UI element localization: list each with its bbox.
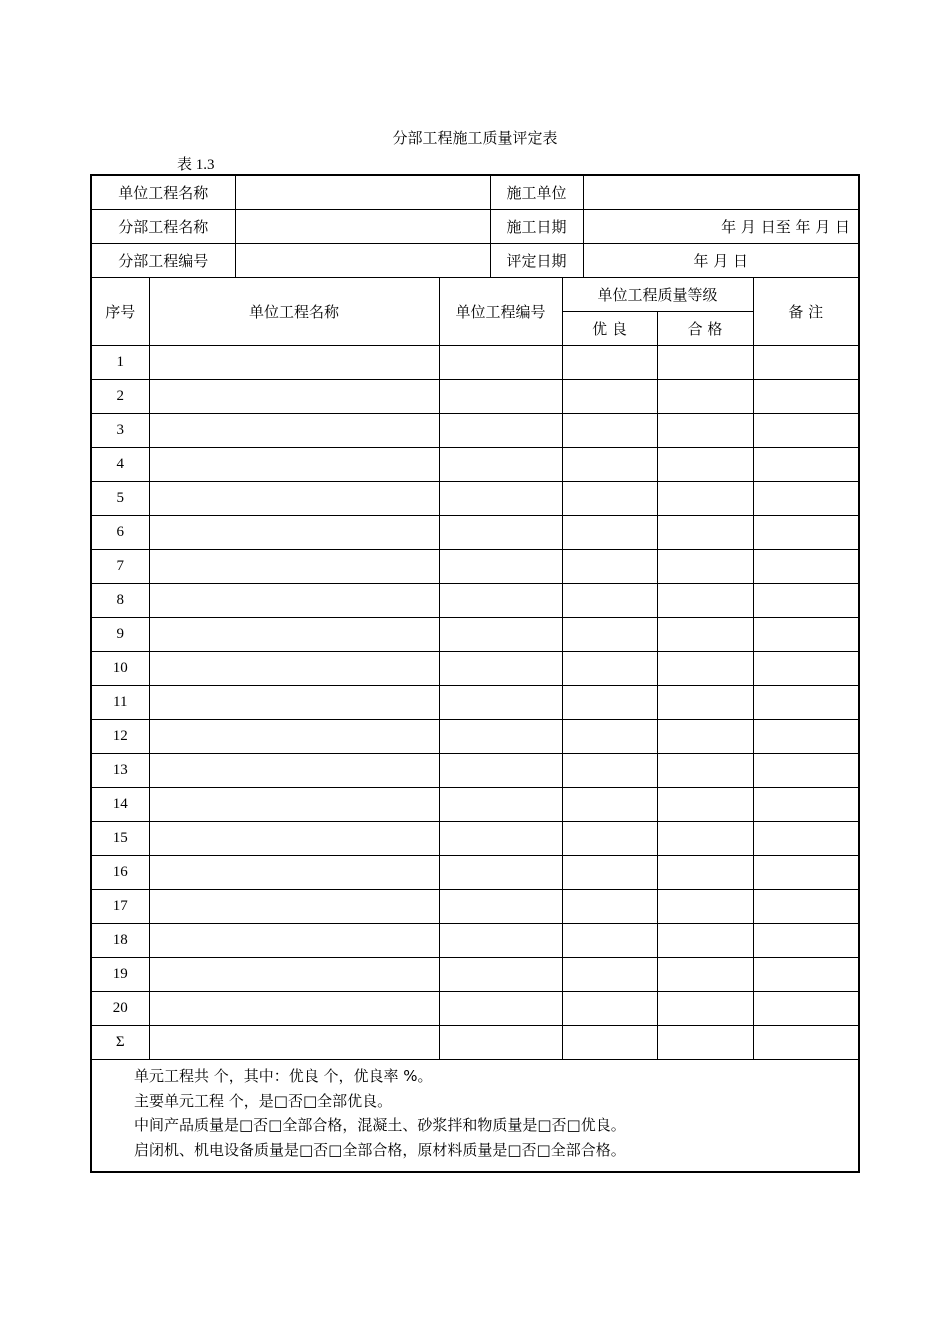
- row-number: 20: [92, 992, 149, 1026]
- row-name-cell[interactable]: [149, 550, 439, 584]
- row-qualified-cell[interactable]: [657, 1026, 753, 1060]
- row-code-cell[interactable]: [439, 958, 562, 992]
- table-row: [92, 652, 858, 686]
- row-remark-cell[interactable]: [753, 346, 858, 380]
- info-row: [92, 244, 858, 278]
- row-code-cell[interactable]: [439, 516, 562, 550]
- header-qualified: 合 格: [657, 312, 753, 346]
- row-number: 14: [92, 788, 149, 822]
- row-qualified-cell[interactable]: [657, 652, 753, 686]
- info-label: 施工日期: [490, 210, 583, 244]
- row-number: 11: [92, 686, 149, 720]
- row-excellent-cell[interactable]: [562, 380, 657, 414]
- table-row: [92, 482, 858, 516]
- row-code-cell[interactable]: [439, 652, 562, 686]
- division-project-code-field[interactable]: [235, 244, 490, 278]
- row-code-cell[interactable]: [439, 550, 562, 584]
- row-code-cell[interactable]: [439, 346, 562, 380]
- row-qualified-cell[interactable]: [657, 958, 753, 992]
- row-excellent-cell[interactable]: [562, 958, 657, 992]
- table-row: [92, 618, 858, 652]
- header-seq: 序号: [92, 278, 149, 346]
- row-qualified-cell[interactable]: [657, 720, 753, 754]
- row-excellent-cell[interactable]: [562, 618, 657, 652]
- row-qualified-cell[interactable]: [657, 686, 753, 720]
- row-remark-cell[interactable]: [753, 414, 858, 448]
- table-number: 表 1.3: [177, 157, 215, 173]
- row-excellent-cell[interactable]: [562, 720, 657, 754]
- row-excellent-cell[interactable]: [562, 890, 657, 924]
- row-name-cell[interactable]: [149, 754, 439, 788]
- row-remark-cell[interactable]: [753, 788, 858, 822]
- row-name-cell[interactable]: [149, 924, 439, 958]
- row-number: 8: [92, 584, 149, 618]
- table-row: [92, 686, 858, 720]
- info-label: 施工单位: [490, 176, 583, 210]
- row-number: 12: [92, 720, 149, 754]
- row-code-cell[interactable]: [439, 890, 562, 924]
- row-excellent-cell[interactable]: [562, 754, 657, 788]
- row-number: 7: [92, 550, 149, 584]
- header-name: 单位工程名称: [149, 278, 439, 346]
- construction-unit-field[interactable]: [583, 176, 858, 210]
- row-remark-cell[interactable]: [753, 448, 858, 482]
- row-name-cell[interactable]: [149, 618, 439, 652]
- row-name-cell[interactable]: [149, 1026, 439, 1060]
- row-remark-cell[interactable]: [753, 1026, 858, 1060]
- row-name-cell[interactable]: [149, 720, 439, 754]
- row-number: 6: [92, 516, 149, 550]
- row-name-cell[interactable]: [149, 482, 439, 516]
- row-remark-cell[interactable]: [753, 958, 858, 992]
- info-label: 分部工程编号: [92, 244, 235, 278]
- row-qualified-cell[interactable]: [657, 822, 753, 856]
- row-qualified-cell[interactable]: [657, 448, 753, 482]
- row-remark-cell[interactable]: [753, 754, 858, 788]
- row-name-cell[interactable]: [149, 958, 439, 992]
- info-row: [92, 210, 858, 244]
- header-row: [92, 278, 858, 312]
- table-row: [92, 1026, 858, 1060]
- row-code-cell[interactable]: [439, 686, 562, 720]
- header-remark: 备 注: [753, 278, 858, 346]
- main-table: [92, 277, 858, 1060]
- row-number: 4: [92, 448, 149, 482]
- row-remark-cell[interactable]: [753, 890, 858, 924]
- header-grade: 单位工程质量等级: [562, 278, 753, 312]
- row-name-cell[interactable]: [149, 686, 439, 720]
- row-qualified-cell[interactable]: [657, 856, 753, 890]
- row-code-cell[interactable]: [439, 754, 562, 788]
- table-row: [92, 754, 858, 788]
- row-code-cell[interactable]: [439, 482, 562, 516]
- division-project-name-field[interactable]: [235, 210, 490, 244]
- evaluation-date-field[interactable]: 年 月 日: [583, 244, 858, 278]
- row-excellent-cell[interactable]: [562, 346, 657, 380]
- unit-project-name-field[interactable]: [235, 176, 490, 210]
- row-excellent-cell[interactable]: [562, 448, 657, 482]
- row-number: 5: [92, 482, 149, 516]
- table-row: [92, 958, 858, 992]
- row-qualified-cell[interactable]: [657, 584, 753, 618]
- table-row: [92, 856, 858, 890]
- row-remark-cell[interactable]: [753, 992, 858, 1026]
- row-remark-cell[interactable]: [753, 584, 858, 618]
- row-code-cell[interactable]: [439, 448, 562, 482]
- info-row: [92, 176, 858, 210]
- evaluation-form: [90, 174, 860, 1173]
- row-number: 3: [92, 414, 149, 448]
- row-qualified-cell[interactable]: [657, 414, 753, 448]
- row-code-cell[interactable]: [439, 584, 562, 618]
- table-row: [92, 550, 858, 584]
- row-code-cell[interactable]: [439, 1026, 562, 1060]
- row-excellent-cell[interactable]: [562, 1026, 657, 1060]
- row-code-cell[interactable]: [439, 720, 562, 754]
- row-qualified-cell[interactable]: [657, 924, 753, 958]
- row-code-cell[interactable]: [439, 788, 562, 822]
- row-number: 10: [92, 652, 149, 686]
- row-name-cell[interactable]: [149, 822, 439, 856]
- table-row: [92, 448, 858, 482]
- table-row: [92, 414, 858, 448]
- row-qualified-cell[interactable]: [657, 754, 753, 788]
- row-remark-cell[interactable]: [753, 720, 858, 754]
- row-remark-cell[interactable]: [753, 856, 858, 890]
- info-label: 评定日期: [490, 244, 583, 278]
- note-line: 主要单元工程 个，是□否□全部优良。: [134, 1091, 393, 1110]
- row-code-cell[interactable]: [439, 380, 562, 414]
- row-remark-cell[interactable]: [753, 652, 858, 686]
- row-excellent-cell[interactable]: [562, 414, 657, 448]
- row-qualified-cell[interactable]: [657, 346, 753, 380]
- row-excellent-cell[interactable]: [562, 856, 657, 890]
- row-code-cell[interactable]: [439, 856, 562, 890]
- row-name-cell[interactable]: [149, 890, 439, 924]
- info-label: 单位工程名称: [92, 176, 235, 210]
- row-remark-cell[interactable]: [753, 516, 858, 550]
- table-row: [92, 720, 858, 754]
- table-row: [92, 584, 858, 618]
- table-row: [92, 346, 858, 380]
- table-row: [92, 822, 858, 856]
- form-title: 分部工程施工质量评定表: [392, 129, 558, 147]
- notes-section: [134, 1064, 626, 1162]
- row-name-cell[interactable]: [149, 346, 439, 380]
- row-qualified-cell[interactable]: [657, 380, 753, 414]
- row-excellent-cell[interactable]: [562, 992, 657, 1026]
- row-qualified-cell[interactable]: [657, 618, 753, 652]
- row-remark-cell[interactable]: [753, 686, 858, 720]
- row-number: 19: [92, 958, 149, 992]
- row-remark-cell[interactable]: [753, 482, 858, 516]
- table-row: [92, 516, 858, 550]
- row-number: 1: [92, 346, 149, 380]
- row-qualified-cell[interactable]: [657, 516, 753, 550]
- row-qualified-cell[interactable]: [657, 482, 753, 516]
- row-number: 15: [92, 822, 149, 856]
- row-name-cell[interactable]: [149, 448, 439, 482]
- row-excellent-cell[interactable]: [562, 550, 657, 584]
- row-remark-cell[interactable]: [753, 380, 858, 414]
- row-excellent-cell[interactable]: [562, 686, 657, 720]
- header-excellent: 优 良: [562, 312, 657, 346]
- table-row: [92, 992, 858, 1026]
- row-number: 17: [92, 890, 149, 924]
- note-line: 单元工程共 个，其中：优良 个，优良率 %。: [134, 1067, 433, 1085]
- row-code-cell[interactable]: [439, 924, 562, 958]
- note-line: 启闭机、机电设备质量是□否□全部合格，原材料质量是□否□全部合格。: [134, 1140, 626, 1159]
- row-name-cell[interactable]: [149, 516, 439, 550]
- row-qualified-cell[interactable]: [657, 550, 753, 584]
- table-row: [92, 380, 858, 414]
- row-excellent-cell[interactable]: [562, 822, 657, 856]
- row-number: 13: [92, 754, 149, 788]
- row-name-cell[interactable]: [149, 584, 439, 618]
- row-remark-cell[interactable]: [753, 550, 858, 584]
- row-excellent-cell[interactable]: [562, 516, 657, 550]
- row-remark-cell[interactable]: [753, 924, 858, 958]
- note-line: 中间产品质量是□否□全部合格，混凝土、砂浆拌和物质量是□否□优良。: [134, 1116, 626, 1135]
- row-name-cell[interactable]: [149, 380, 439, 414]
- header-code: 单位工程编号: [439, 278, 562, 346]
- row-number: Σ: [92, 1026, 149, 1060]
- table-row: [92, 890, 858, 924]
- row-number: 16: [92, 856, 149, 890]
- row-remark-cell[interactable]: [753, 618, 858, 652]
- row-name-cell[interactable]: [149, 414, 439, 448]
- row-code-cell[interactable]: [439, 618, 562, 652]
- row-code-cell[interactable]: [439, 822, 562, 856]
- row-excellent-cell[interactable]: [562, 788, 657, 822]
- row-excellent-cell[interactable]: [562, 584, 657, 618]
- row-name-cell[interactable]: [149, 788, 439, 822]
- row-excellent-cell[interactable]: [562, 482, 657, 516]
- row-code-cell[interactable]: [439, 992, 562, 1026]
- table-row: [92, 924, 858, 958]
- row-name-cell[interactable]: [149, 992, 439, 1026]
- info-table: [92, 176, 858, 278]
- table-row: [92, 788, 858, 822]
- info-label: 分部工程名称: [92, 210, 235, 244]
- row-code-cell[interactable]: [439, 414, 562, 448]
- row-qualified-cell[interactable]: [657, 890, 753, 924]
- row-qualified-cell[interactable]: [657, 992, 753, 1026]
- row-number: 2: [92, 380, 149, 414]
- row-excellent-cell[interactable]: [562, 924, 657, 958]
- construction-date-field[interactable]: 年 月 日至 年 月 日: [583, 210, 858, 244]
- row-name-cell[interactable]: [149, 652, 439, 686]
- row-name-cell[interactable]: [149, 856, 439, 890]
- row-number: 18: [92, 924, 149, 958]
- row-qualified-cell[interactable]: [657, 788, 753, 822]
- row-number: 9: [92, 618, 149, 652]
- row-remark-cell[interactable]: [753, 822, 858, 856]
- row-excellent-cell[interactable]: [562, 652, 657, 686]
